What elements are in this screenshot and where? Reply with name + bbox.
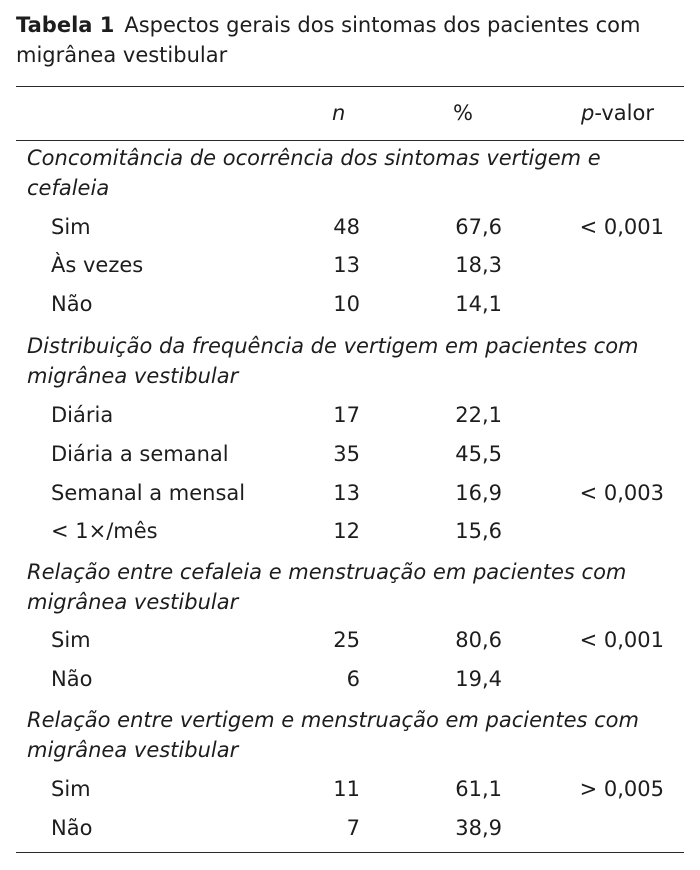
table-row: [0, 212, 700, 250]
row-percent: 22,1: [455, 403, 502, 427]
row-label: Às vezes: [51, 253, 144, 277]
section-title: Relação entre cefaleia e menstruação em pacientes com migrânea vestibular: [27, 560, 627, 614]
row-label: Não: [51, 292, 93, 316]
row-percent: 80,6: [455, 628, 502, 652]
top-rule: [16, 86, 684, 87]
row-label: Diária a semanal: [51, 442, 229, 466]
table-label: Tabela 1: [16, 13, 115, 37]
row-p-value: > 0,005: [579, 777, 664, 801]
row-percent: 38,9: [455, 816, 502, 840]
row-n: 48: [333, 215, 360, 239]
header-percent: %: [453, 101, 473, 125]
row-percent: 19,4: [455, 667, 502, 691]
row-percent: 14,1: [455, 292, 502, 316]
row-percent: 45,5: [455, 442, 502, 466]
section-title: Distribuição da frequência de vertigem em pacientes com migrânea vestibular: [27, 334, 639, 388]
row-label: Sim: [51, 215, 91, 239]
row-percent: 61,1: [455, 777, 502, 801]
row-label: < 1×/mês: [51, 519, 158, 543]
row-n: 11: [333, 777, 360, 801]
row-label: Sim: [51, 777, 91, 801]
table-caption-text: Aspectos gerais dos sintomas dos pacientes com migrânea vestibular: [16, 13, 641, 67]
table-row: [0, 625, 700, 663]
table-row: [0, 439, 700, 477]
row-n: 13: [333, 253, 360, 277]
row-percent: 15,6: [455, 519, 502, 543]
header-p-value: [581, 98, 654, 128]
header-p-letter: p: [581, 101, 595, 125]
row-n: 6: [346, 667, 360, 691]
header-n: n: [332, 101, 346, 125]
row-n: 10: [333, 292, 360, 316]
table-row: [0, 813, 700, 851]
row-label: Sim: [51, 628, 91, 652]
row-n: 13: [333, 481, 360, 505]
table-caption: [16, 10, 686, 70]
row-n: 7: [346, 816, 360, 840]
table-row: [0, 478, 700, 516]
table-row: [0, 289, 700, 327]
section-title: Concomitância de ocorrência dos sintomas vertigem e cefaleia: [27, 146, 601, 200]
row-label: Não: [51, 816, 93, 840]
row-label: Não: [51, 667, 93, 691]
row-n: 35: [333, 442, 360, 466]
row-label: Diária: [51, 403, 114, 427]
row-percent: 16,9: [455, 481, 502, 505]
table-row: [0, 516, 700, 554]
header-p-suffix: -valor: [594, 101, 654, 125]
table-row: [0, 250, 700, 288]
row-p-value: < 0,003: [579, 481, 664, 505]
table-row: [0, 400, 700, 438]
row-p-value: < 0,001: [579, 215, 664, 239]
header-rule: [16, 140, 684, 141]
row-label: Semanal a mensal: [51, 481, 246, 505]
row-percent: 18,3: [455, 253, 502, 277]
row-percent: 67,6: [455, 215, 502, 239]
bottom-rule: [16, 852, 684, 853]
row-n: 17: [333, 403, 360, 427]
table-row: [0, 664, 700, 702]
table-row: [0, 774, 700, 812]
row-p-value: < 0,001: [579, 628, 664, 652]
row-n: 12: [333, 519, 360, 543]
section-title: Relação entre vertigem e menstruação em pacientes com migrânea vestibular: [27, 708, 639, 762]
row-n: 25: [333, 628, 360, 652]
